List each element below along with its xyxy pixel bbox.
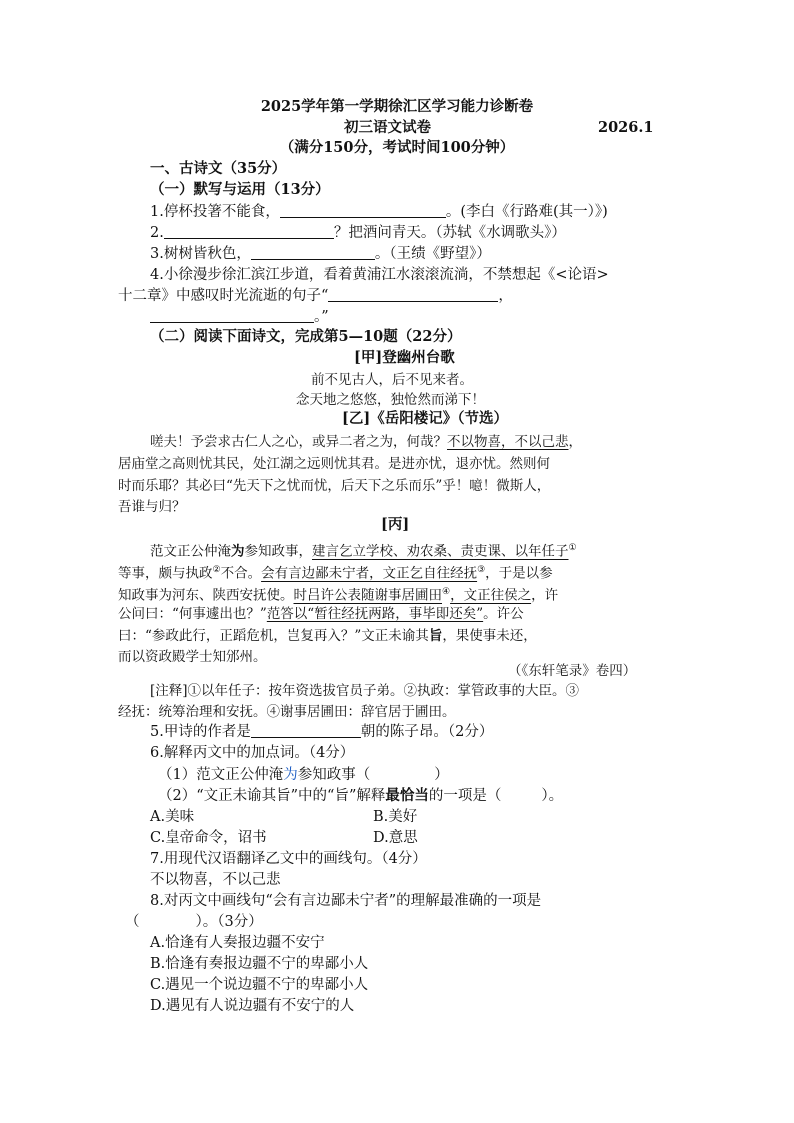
section-heading: 一、古诗文（35分） (150, 160, 287, 177)
poem-jia-line1: 前不见古人，后不见来者。 (311, 372, 473, 388)
text-bing-title: [丙] (381, 516, 410, 533)
option-a: A.美味 (150, 809, 195, 825)
answer-blank[interactable] (251, 244, 375, 260)
answer-blank[interactable] (280, 202, 446, 218)
question-7: 7.用现代汉语翻译乙文中的画线句。（4分） (150, 851, 427, 867)
question-5: 5.甲诗的作者是 朝的陈子昂。（2分） (150, 724, 494, 740)
underlined-sentence: 会有言边鄙未宁者，文正乞自往经抚 (261, 565, 478, 582)
question-6-1: （1）范文正公仲淹为参知政事（ ） (158, 767, 449, 783)
text-bing-source: （《东轩笔录》卷四） (508, 663, 637, 679)
poem-jia-title: [甲]登幽州台歌 (354, 349, 455, 366)
question-2: 2. ？把酒问青天。（苏轼《水调歌头》） (150, 225, 566, 241)
exam-date: 2026.1 (598, 119, 654, 136)
answer-blank[interactable] (251, 722, 361, 738)
option-c: C.皇帝命令，诏书 (150, 830, 267, 846)
option-d: D.遇见有人说边疆有不安宁的人 (150, 998, 355, 1014)
option-b: B.恰逢有奏报边疆不宁的卑鄙小人 (150, 956, 369, 972)
question-1: 1.停杯投箸不能食， 。(李白《行路难(其一）》) (150, 204, 608, 220)
question-4-line2: 十二章》中感叹时光流逝的句子“ ， (118, 288, 513, 304)
option-d: D.意思 (373, 830, 418, 846)
notes-line2: 经抚：统筹治理和安抚。④谢事居圃田：辞官居于圃田。 (118, 704, 456, 720)
question-3: 3.树树皆秋色， 。（王绩《野望》） (150, 246, 491, 262)
answer-blank[interactable] (150, 307, 314, 323)
question-8-line1: 8.对丙文中画线句“会有言边鄙未宁者”的理解最准确的一项是 (150, 893, 542, 909)
text-bing-line: 范文正公仲淹为参知政事，建言乞立学校、劝农桑、责吏课、以年任子① (150, 543, 577, 560)
option-b: B.美好 (373, 809, 418, 825)
answer-blank[interactable] (328, 286, 498, 302)
question-4-line3: 。” (150, 306, 329, 328)
question-7-text: 不以物喜，不以己悲 (150, 872, 281, 888)
question-8-line2: （ ）。（3分） (125, 914, 263, 930)
question-6: 6.解释丙文中的加点词。（4分） (150, 745, 355, 761)
option-c: C.遇见一个说边疆不宁的卑鄙小人 (150, 977, 369, 993)
part1-heading: （一）默写与运用（13分） (150, 181, 330, 198)
text-yi-line: 居庙堂之高则忧其民，处江湖之远则忧其君。是进亦忧，退亦忧。然则何 (118, 456, 550, 472)
underlined-sentence: 不以物喜，不以己悲 (447, 434, 569, 450)
text-bing-line: 公问曰：“何事遽出也？”范答以“暂往经抚两路，事毕即还矣”。许公 (118, 606, 524, 622)
text-yi-line: 时而乐耶？其必曰“先天下之忧而忧，后天下之乐而乐”乎！噫！微斯人， (118, 478, 551, 494)
exam-title: 2025学年第一学期徐汇区学习能力诊断卷 (260, 98, 534, 115)
exam-subtitle: 初三语文试卷 (344, 119, 431, 136)
option-a: A.恰逢有人奏报边疆不安宁 (150, 935, 325, 951)
text-yi-para: 嗟夫！予尝求古仁人之心，或异二者之为，何哉？不以物喜，不以己悲， (150, 434, 582, 450)
text-bing-line: 而以资政殿学士知邠州。 (118, 649, 267, 665)
question-6-2: （2）“文正未谕其旨”中的“旨”解释最恰当的一项是（ ）。 (158, 787, 564, 804)
text-yi-title: [乙]《岳阳楼记》（节选） (342, 410, 508, 427)
notes-line1: [注释]①以年任子：按年资选拔官员子弟。②执政：掌管政事的大臣。③ (150, 683, 580, 699)
answer-blank[interactable] (164, 223, 334, 239)
poem-jia-line2: 念天地之悠悠，独怆然而涕下！ (296, 392, 485, 408)
text-yi-line: 吾谁与归？ (118, 499, 186, 515)
question-4-line1: 4.小徐漫步徐汇滨江步道，看着黄浦江水滚滚流淌，不禁想起《<论语> (150, 267, 609, 283)
text-bing-line: 曰：“参政此行，正蹈危机，岂复再入？”文正未谕其旨，果使事未还， (118, 628, 537, 644)
exam-note: （满分150分，考试时间100分钟） (279, 139, 515, 156)
text-bing-line: 等事，颇与执政②不合。会有言边鄙未宁者，文正乞自往经抚③，于是以参 (118, 565, 553, 582)
text-bing-line: 知政事为河东、陕西安抚使。时吕许公表随谢事居圃田④，文正往侯之，许 (118, 587, 559, 604)
part2-heading: （二）阅读下面诗文，完成第5—10题（22分） (150, 328, 462, 345)
